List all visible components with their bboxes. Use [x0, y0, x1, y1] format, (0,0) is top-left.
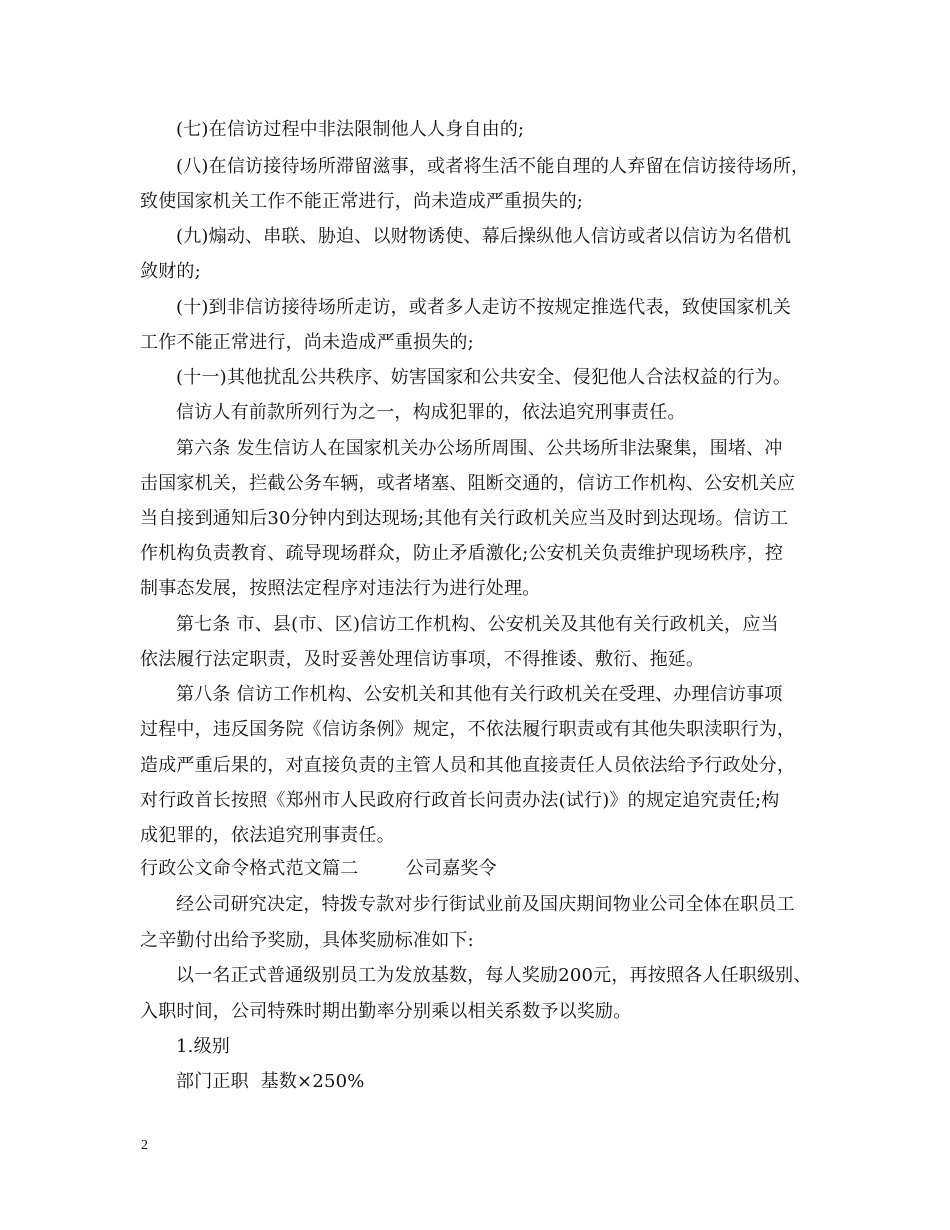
text-line: (十一)其他扰乱公共秩序、妨害国家和公共安全、侵犯他人合法权益的行为。 [176, 367, 792, 388]
text-line: 作机构负责教育、疏导现场群众，防止矛盾激化;公安机关负责维护现场秩序，控 [140, 543, 784, 564]
text-line: 工作不能正常进行，尚未造成严重损失的; [140, 332, 474, 353]
text-line: 第八条 信访工作机构、公安机关和其他有关行政机关在受理、办理信访事项 [176, 684, 783, 705]
text-line: 致使国家机关工作不能正常进行，尚未造成严重损失的; [140, 191, 584, 212]
text-line: 部门正职 基数×250% [176, 1071, 365, 1092]
text-line: (十)到非信访接待场所走访，或者多人走访不按规定推选代表，致使国家机关 [176, 297, 792, 318]
text-line: 经公司研究决定，特拨专款对步行街试业前及国庆期间物业公司全体在职员工 [176, 894, 795, 915]
text-line: 入职时间，公司特殊时期出勤率分别乘以相关系数予以奖励。 [140, 1001, 632, 1022]
text-line: 之辛勤付出给予奖励，具体奖励标准如下: [140, 930, 474, 951]
text-line: 信访人有前款所列行为之一，构成犯罪的，依法追究刑事责任。 [176, 402, 686, 423]
text-line: (九)煽动、串联、胁迫、以财物诱使、幕后操纵他人信访或者以信访为名借机 [176, 226, 792, 247]
section-heading: 行政公文命令格式范文篇二 公司嘉奖令 [140, 858, 497, 879]
text-line: 制事态发展，按照法定程序对违法行为进行处理。 [140, 578, 541, 599]
text-line: 依法履行法定职责，及时妥善处理信访事项，不得推诿、敷衍、拖延。 [140, 649, 705, 670]
text-line: 造成严重后果的，对直接负责的主管人员和其他直接责任人员依法给予行政处分， [140, 755, 796, 776]
text-line: (七)在信访过程中非法限制他人人身自由的; [176, 119, 525, 140]
text-line: 过程中，违反国务院《信访条例》规定，不依法履行职责或有其他失职渎职行为， [140, 719, 796, 740]
text-line: 当自接到通知后30分钟内到达现场;其他有关行政机关应当及时到达现场。信访工 [140, 508, 789, 529]
text-line: 击国家机关，拦截公务车辆，或者堵塞、阻断交通的，信访工作机构、公安机关应 [140, 473, 796, 494]
text-line: 1.级别 [176, 1036, 230, 1057]
text-line: 敛财的; [140, 261, 201, 282]
text-line: 以一名正式普通级别员工为发放基数，每人奖励200元，再按照各人任职级别、 [176, 965, 812, 986]
page-number: 2 [141, 1138, 148, 1153]
text-line: 对行政首长按照《郑州市人民政府行政首长问责办法(试行)》的规定追究责任;构 [140, 790, 780, 811]
text-line: 成犯罪的，依法追究刑事责任。 [140, 825, 395, 846]
text-line: (八)在信访接待场所滞留滋事，或者将生活不能自理的人弃留在信访接待场所， [176, 156, 810, 177]
text-line: 第七条 市、县(市、区)信访工作机构、公安机关及其他有关行政机关，应当 [176, 614, 779, 635]
text-line: 第六条 发生信访人在国家机关办公场所周围、公共场所非法聚集，围堵、冲 [176, 438, 783, 459]
